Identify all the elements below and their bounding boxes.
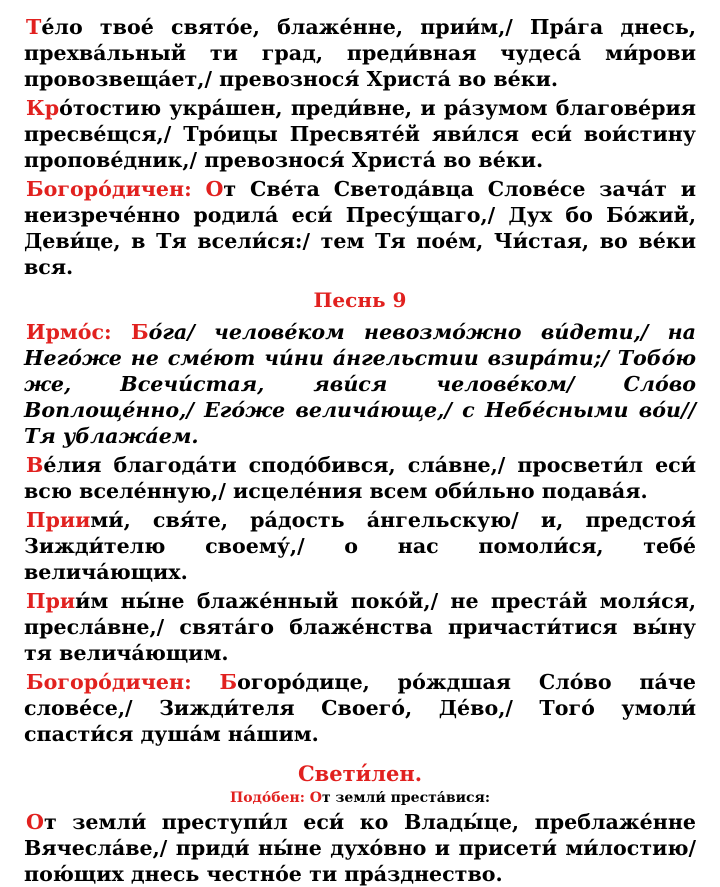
red-initial: Т: [26, 15, 42, 39]
red-initial: Кр: [26, 96, 60, 120]
red-initial: В: [26, 453, 44, 477]
verse-text: т Све́та Светода́вца Слове́се зача́т и неизрече́нно родила́ еси́ Пресу́щаго,/ Дух бо Бо́жий, Деви́це, в Тя всели́ся:/ тем Тя пое́м, Чи́стая, во ве́ки вся.: [24, 177, 696, 279]
verse-text: ми́, свя́те, ра́дость а́нгельскую/ и, предстоя́ Зижди́телю своему́,/ о нас помоли́ся, тебе́ велича́ющих.: [24, 508, 696, 584]
podoben-label: Подо́бен: О: [229, 790, 322, 806]
ode-verse-3: [24, 588, 696, 666]
red-initial: При: [26, 589, 76, 613]
ode-verse-1: [24, 452, 696, 504]
verse-text: и́м ны́не блаже́нный поко́й,/ не преста́й моля́ся, пресла́вне,/ свята́го блаже́нства причасти́тися вы́ну тя велича́ющим.: [24, 589, 696, 665]
podoben-line: [24, 789, 696, 807]
verse-text: о́тостию укра́шен, преди́вне, и ра́зумом благове́рия пресве́щся,/ Тро́ицы Пресвяте́й яви́лся еси́ вои́стину пропове́дник,/ превознося́ Христа́ во ве́ки.: [24, 96, 696, 172]
ode-9-heading: Песнь 9: [313, 288, 407, 312]
verse-text: е́лия благода́ти сподо́бився, сла́вне,/ просвети́л еси́ всю вселе́нную,/ исцеле́ния всем оби́льно подава́я.: [24, 453, 696, 503]
theotokion-verse: [24, 176, 696, 280]
verse-text: о́га/ челове́ком невозмо́жно ви́дети,/ на Него́же не сме́ют чи́ни а́нгельстии взира́ти;/ Тобо́ю же, Всечи́стая, яви́ся челове́ком/ Сло́во Воплоще́нно,/ Его́же велича́юще,/ с Небе́сными во́и// Тя ублажа́ем.: [24, 320, 697, 448]
exapostilarion-heading: Свети́лен.: [297, 761, 423, 786]
podoben-text: т земли́ преста́вися:: [321, 790, 490, 806]
rubric-prefix: Ирмо́с: Б: [26, 320, 149, 344]
rubric-prefix: Богоро́дичен: О: [26, 177, 224, 201]
ode-theotokion-verse: [24, 669, 696, 747]
red-initial: О: [26, 810, 44, 834]
troparion-verse-1: [24, 14, 696, 92]
verse-text: огоро́дице, ро́ждшая Сло́во па́че слове́се,/ Зижди́теля Своего́, Де́во,/ Того́ умоли́ спасти́ся душа́м на́шим.: [24, 670, 696, 746]
exapostilarion-verse: [24, 809, 696, 887]
ode-verse-2: [24, 507, 696, 585]
verse-text: е́ло твое́ свято́е, блаже́нне, прии́м,/ Пра́га днесь, прехва́льный ти град, преди́вная чудеса́ ми́рови провозвеща́ет,/ превознося́ Христа́ во ве́ки.: [24, 15, 696, 91]
rubric-prefix: Богоро́дичен: Б: [26, 670, 238, 694]
troparion-verse-2: [24, 95, 696, 173]
verse-text: т земли́ преступи́л еси́ ко Влады́це, преблаже́нне Вячесла́ве,/ приди́ ны́не духо́вно и присети́ ми́лостию/ пою́щих днесь честно́е ти пра́зднество.: [24, 810, 696, 886]
irmos-verse: [24, 319, 696, 449]
red-initial: Прии: [26, 508, 91, 532]
